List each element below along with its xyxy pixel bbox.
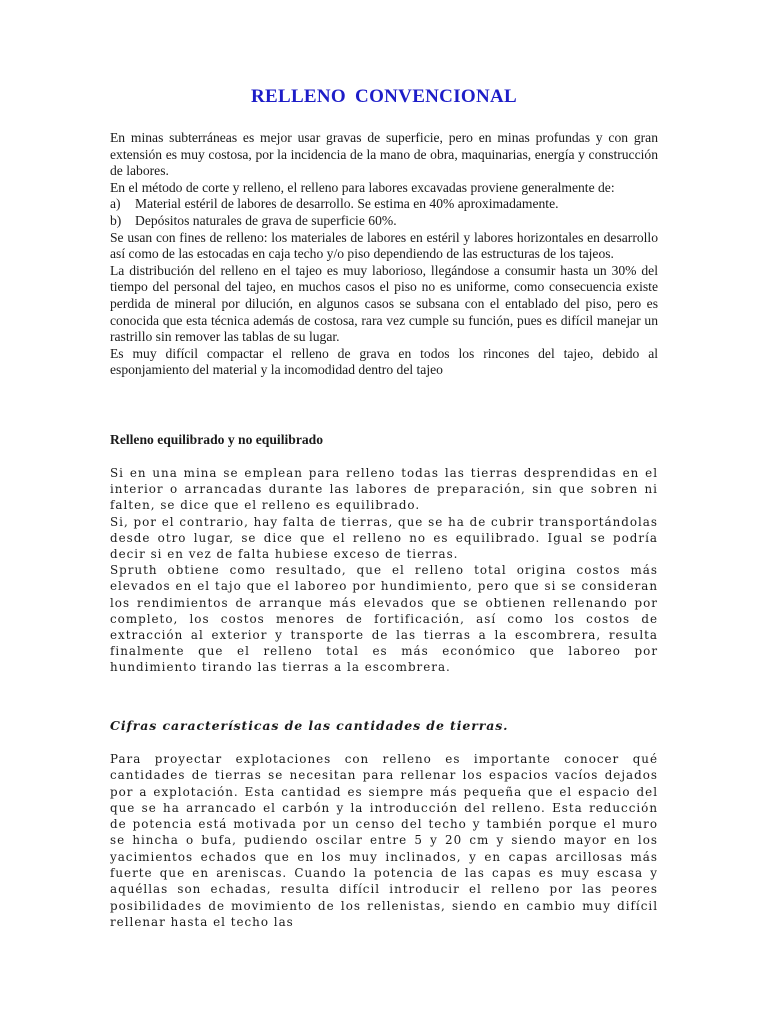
page-title: RELLENO CONVENCIONAL	[250, 86, 517, 107]
paragraph: Para proyectar explotaciones con relleno es importante conocer qué cantidades de tierras se necesitan para rellenar los espacios vacíos dejados por a explotación. Esta cantidad es siempre más pequeña que el espacio del que se ha arrancado el carbón y la introducción del relleno. Esta reducción de potencia está motivada por un censo del techo y también porque el muro se hincha o bufa, pudiendo oscilar entre 5 y 20 cm y siendo mayor en los yacimientos echados que en los muy inclinados, y en capas arcillosas más fuerte que en areniscas. Cuando la potencia de las capas es muy escasa y aquéllas son echadas, resulta difícil introducir el relleno por las peores posibilidades de movimiento de los rellenistas, siendo en cambio muy difícil rellenar hasta el techo las	[110, 752, 658, 929]
paragraph: Se usan con fines de relleno: los materiales de labores en estéril y labores horizontales en desarrollo así como de las estocadas en caja techo y/o piso dependiendo de las estructuras de los tajeos.	[110, 229, 658, 262]
list-item-text: Depósitos naturales de grava de superficie 60%.	[135, 212, 397, 228]
paragraph: Spruth obtiene como resultado, que el relleno total origina costos más elevados en el tajo que el laboreo por hundimiento, pero que si se consideran los rendimientos de arranque más elevados que se obtienen rellenando por completo, los costos menores de fortificación, así como los costos de extracción al exterior y transporte de las tierras a la escombrera, resulta finalmente que el relleno total es más económico que laboreo por hundimiento tirando las tierras a la escombrera.	[110, 563, 658, 675]
intro-section	[110, 130, 658, 379]
paragraph: Es muy difícil compactar el relleno de grava en todos los rincones del tajeo, debido al esponjamiento del material y la incomodidad dentro del tajeo	[110, 345, 658, 378]
list-marker: b)	[110, 212, 122, 228]
list-item	[110, 213, 658, 230]
section-heading-cifras: Cifras características de las cantidades de tierras.	[110, 718, 509, 733]
paragraph: La distribución del relleno en el tajeo es muy laborioso, llegándose a consumir hasta un 30% del tiempo del personal del tajeo, en muchos casos el piso no es uniforme, como consecuencia existe perdida de mineral por dilución, en algunos casos se subsana con el entablado del piso, pero es conocida que esta técnica además de costosa, rara vez cumple su función, pues es difícil manejar un rastrillo sin remover las tablas de su lugar.	[110, 262, 658, 345]
section-heading-equilibrado: Relleno equilibrado y no equilibrado	[110, 432, 324, 447]
paragraph: En minas subterráneas es mejor usar gravas de superficie, pero en minas profundas y con gran extensión es muy costosa, por la incidencia de la mano de obra, maquinarias, energía y construcción de labores.	[110, 130, 658, 179]
list-item-text: Material estéril de labores de desarrollo. Se estima en 40% aproximadamente.	[135, 196, 559, 212]
paragraph: Si en una mina se emplean para relleno todas las tierras desprendidas en el interior o arrancadas durante las labores de preparación, sin que sobren ni falten, se dice que el relleno es equilibrado.	[110, 466, 658, 513]
list-item	[110, 196, 658, 213]
cifras-section	[110, 751, 658, 930]
list-marker: a)	[110, 196, 121, 212]
equilibrado-section	[110, 465, 658, 676]
paragraph: Si, por el contrario, hay falta de tierras, que se ha de cubrir transportándolas desde otro lugar, se dice que el relleno no es equilibrado. Igual se podría decir si en vez de falta hubiese exceso de tierras.	[110, 514, 658, 562]
paragraph: En el método de corte y relleno, el relleno para labores excavadas proviene generalmente de:	[110, 179, 615, 195]
